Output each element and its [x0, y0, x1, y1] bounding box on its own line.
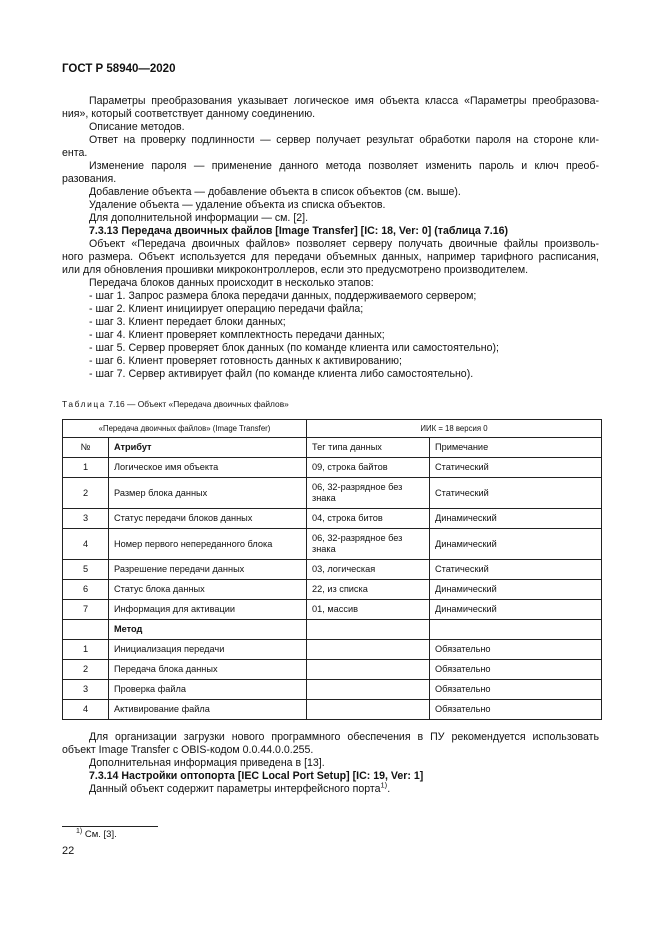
- table-top-right: ИИК = 18 версия 0: [307, 420, 602, 438]
- row-type-blank: [307, 700, 430, 720]
- row-note: Статический: [430, 478, 602, 509]
- row-number: 4: [63, 529, 109, 560]
- row-attribute: Размер блока данных: [109, 478, 307, 509]
- row-type: 22, из списка: [307, 580, 430, 600]
- table-row: [63, 700, 602, 720]
- row-number: 3: [63, 509, 109, 529]
- list-item: - шаг 6. Клиент проверяет готовность данных к активированию;: [89, 355, 402, 367]
- paragraph-line: объект Image Transfer с OBIS-кодом 0.0.44.0.0.255.: [62, 744, 314, 756]
- methods-header-blank: [307, 620, 430, 640]
- list-item: - шаг 3. Клиент передает блоки данных;: [89, 316, 286, 328]
- paragraph-line: Удаление объекта — удаление объекта из списка объектов.: [89, 199, 386, 211]
- paragraph-line: ния», который соответствует данному соединению.: [62, 108, 316, 120]
- row-note: Обязательно: [430, 680, 602, 700]
- row-number: 4: [63, 700, 109, 720]
- section-heading: 7.3.14 Настройки оптопорта [IEC Local Port Setup] [IC: 19, Ver: 1]: [89, 770, 424, 782]
- row-type: 06, 32-разрядное без знака: [307, 529, 430, 560]
- row-type-blank: [307, 680, 430, 700]
- list-item: - шаг 4. Клиент проверяет комплектность передачи данных;: [89, 329, 385, 341]
- methods-header-blank: [63, 620, 109, 640]
- paragraph-line: Для дополнительной информации — см. [2].: [89, 212, 309, 224]
- list-item: - шаг 5. Сервер проверяет блок данных (по команде клиента или самостоятельно);: [89, 342, 499, 354]
- table-row: [63, 560, 602, 580]
- footnote-divider: [62, 826, 158, 827]
- paragraph-text: Данный объект содержит параметры интерфейсного порта: [89, 783, 381, 795]
- list-item: - шаг 1. Запрос размера блока передачи данных, поддерживаемого сервером;: [89, 290, 477, 302]
- paragraph-line: Данный объект содержит параметры интерфейсного порта$^{1)}$.: [89, 780, 391, 795]
- col-header-number: №: [63, 438, 109, 458]
- row-attribute: Логическое имя объекта: [109, 458, 307, 478]
- paragraph-line: Ответ на проверку подлинности — сервер получает результат обработки пароля на стороне кли-: [89, 134, 599, 146]
- paragraph-line: Для организации загрузки нового программного обеспечения в ПУ рекомендуется использовать: [89, 731, 599, 743]
- table-row: [63, 509, 602, 529]
- col-header-note: Примечание: [430, 438, 602, 458]
- footnote-reference: 1): [380, 780, 388, 790]
- methods-header: Метод: [109, 620, 307, 640]
- row-note: Динамический: [430, 509, 602, 529]
- row-type-blank: [307, 640, 430, 660]
- row-note: Статический: [430, 560, 602, 580]
- table-caption-text: 7.16 — Объект «Передача двоичных файлов»: [106, 399, 289, 409]
- paragraph-line: Описание методов.: [89, 121, 185, 133]
- row-number: 7: [63, 600, 109, 620]
- row-type: 06, 32-разрядное без знака: [307, 478, 430, 509]
- table-row: [63, 478, 602, 509]
- paragraph-line: ного размера. Объект используется для передачи объемных данных, например тарифного расписания,: [62, 251, 599, 263]
- table-row: [63, 680, 602, 700]
- table-caption-prefix: Таблица: [62, 399, 107, 409]
- row-number: 6: [63, 580, 109, 600]
- section-heading: 7.3.13 Передача двоичных файлов [Image Transfer] [IC: 18, Ver: 0] (таблица 7.16): [89, 225, 509, 237]
- row-note: Динамический: [430, 600, 602, 620]
- row-method: Активирование файла: [109, 700, 307, 720]
- row-type: 01, массив: [307, 600, 430, 620]
- table-row: [63, 640, 602, 660]
- table-row: [63, 580, 602, 600]
- row-type-blank: [307, 660, 430, 680]
- row-attribute: Статус передачи блоков данных: [109, 509, 307, 529]
- col-header-type: Тег типа данных: [307, 438, 430, 458]
- col-header-attribute: Атрибут: [109, 438, 307, 458]
- row-type: 04, строка битов: [307, 509, 430, 529]
- methods-header-blank: [430, 620, 602, 640]
- row-type: 03, логическая: [307, 560, 430, 580]
- table-row: [63, 529, 602, 560]
- row-method: Инициализация передачи: [109, 640, 307, 660]
- row-note: Динамический: [430, 580, 602, 600]
- table-caption: [62, 399, 289, 409]
- row-number: 1: [63, 458, 109, 478]
- paragraph-line: Изменение пароля — применение данного метода позволяет изменить пароль и ключ преоб-: [89, 160, 599, 172]
- row-number: 2: [63, 478, 109, 509]
- page-number: 22: [62, 845, 75, 857]
- paragraph-line: Передача блоков данных происходит в несколько этапов:: [89, 277, 374, 289]
- row-note: Обязательно: [430, 640, 602, 660]
- table-row: [63, 458, 602, 478]
- row-number: 3: [63, 680, 109, 700]
- row-method: Передача блока данных: [109, 660, 307, 680]
- footnote-marker: 1): [76, 827, 83, 835]
- row-type: 09, строка байтов: [307, 458, 430, 478]
- row-number: 5: [63, 560, 109, 580]
- row-attribute: Информация для активации: [109, 600, 307, 620]
- row-attribute: Разрешение передачи данных: [109, 560, 307, 580]
- paragraph-line: ента.: [62, 147, 88, 159]
- list-item: - шаг 7. Сервер активирует файл (по команде клиента либо самостоятельно).: [89, 368, 474, 380]
- paragraph-line: Добавление объекта — добавление объекта в список объектов (см. выше).: [89, 186, 461, 198]
- row-number: 2: [63, 660, 109, 680]
- paragraph-line: Дополнительная информация приведена в [13].: [89, 757, 325, 769]
- row-note: Обязательно: [430, 700, 602, 720]
- table-row: [63, 660, 602, 680]
- table-row: [63, 600, 602, 620]
- row-note: Статический: [430, 458, 602, 478]
- paragraph-line: разования.: [62, 173, 117, 185]
- paragraph-line: или для обновления прошивки микроконтроллеров, если это предусмотрено производителем.: [62, 264, 529, 276]
- row-attribute: Номер первого непереданного блока: [109, 529, 307, 560]
- image-transfer-table: [62, 419, 602, 720]
- running-header: ГОСТ Р 58940—2020: [62, 63, 176, 75]
- row-note: Обязательно: [430, 660, 602, 680]
- footnote-text: См. [3].: [82, 829, 117, 840]
- row-method: Проверка файла: [109, 680, 307, 700]
- list-item: - шаг 2. Клиент инициирует операцию передачи файла;: [89, 303, 364, 315]
- table-top-left: «Передача двоичных файлов» (Image Transfer): [63, 420, 307, 438]
- paragraph-line: Параметры преобразования указывает логическое имя объекта класса «Параметры преобразова-: [89, 95, 599, 107]
- footnote: [76, 829, 117, 840]
- row-attribute: Статус блока данных: [109, 580, 307, 600]
- row-note: Динамический: [430, 529, 602, 560]
- row-number: 1: [63, 640, 109, 660]
- paragraph-line: Объект «Передача двоичных файлов» позволяет серверу получать двоичные файлы произволь-: [89, 238, 599, 250]
